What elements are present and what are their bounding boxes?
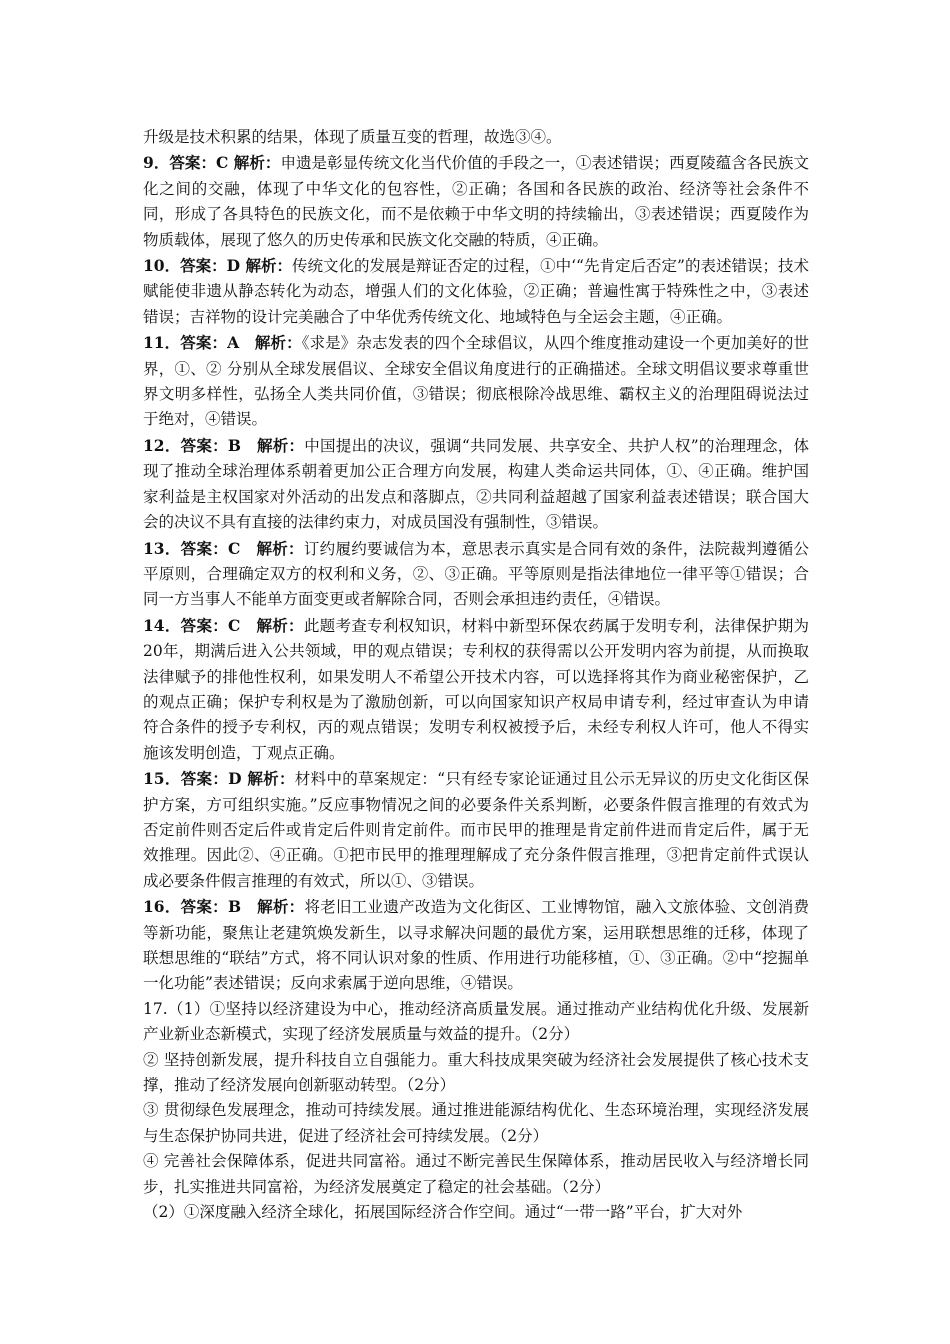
q17-paragraph-4: ④ 完善社会保障体系，促进共同富裕。通过不断完善民生保障体系，推动居民收入与经济增长同步，扎实推进共同富裕，为经济发展奠定了稳定的社会基础。（2分）	[143, 1152, 809, 1196]
answer-text: 将老旧工业遗产改造为文化街区、工业博物馆，融入文旅体验、文创消费等新功能，聚焦让老建筑焕发新生，以寻求解决问题的最优方案，运用联想思维的迁移，体现了联想思维的“联结”方式，将不同认识对象的性质、作用进行功能移植，①、③正确。②中“挖掘单一化功能”表述错误；反向求索属于逆向思维，④错误。	[143, 898, 809, 993]
q17-paragraph-2: ② 坚持创新发展，提升科技自立自强能力。重大科技成果突破为经济社会发展提供了核心技术支撑，推动了经济发展向创新驱动转型。（2分）	[143, 1050, 809, 1095]
answer-label: 11．答案：A 解析：	[143, 333, 302, 353]
answer-text: 《求是》杂志发表的四个全球倡议，从四个维度推动建设一个更加美好的世界，①、② 分别从全球发展倡议、全球安全倡议角度进行的正确描述。全球文明倡议要求尊重世界文明多样性，弘扬全人类共同价值，③错误；彻底根除冷战思维、霸权主义的治理阻碍说法过于绝对，④错误。	[143, 334, 809, 429]
answer-label: 10．答案：D 解析：	[143, 256, 292, 276]
answer-text: 此题考查专利权知识，材料中新型环保农药属于发明专利，法律保护期为20年，期满后进入公共领域，甲的观点错误；专利权的获得需以公开发明内容为前提，从而换取法律赋予的排他性权利，如果发明人不希望公开技术内容，可以选择将其作为商业秘密保护，乙的观点正确；保护专利权是为了激励创新，可以向国家知识产权局申请专利，经过审查认为申请符合条件的授予专利权，丙的观点错误；发明专利权被授予后，未经专利权人许可，他人不得实施该发明创造，丁观点正确。	[143, 616, 809, 762]
answer-label: 13．答案：C 解析：	[143, 538, 304, 558]
answer-text: 申遗是彰显传统文化当代价值的手段之一，①表述错误；西夏陵蕴含各民族文化之间的交融，体现了中华文化的包容性，②正确；各国和各民族的政治、经济等社会条件不同，形成了各具特色的民族文化，而不是依赖于中华文明的持续输出，③表述错误；西夏陵作为物质载体，展现了悠久的历史传承和民族文化交融的特质，④正确。	[143, 154, 809, 249]
answer-item-16	[143, 894, 809, 997]
q17-paragraph-3: ③ 贯彻绿色发展理念，推动可持续发展。通过推进能源结构优化、生态环境治理，实现经济发展与生态保护协同共进，促进了经济社会可持续发展。（2分）	[143, 1101, 809, 1145]
answer-label: 16．答案：B 解析：	[143, 897, 305, 917]
answer-label: 15．答案：D 解析：	[143, 769, 295, 789]
answer-text: 中国提出的决议，强调“共同发展、共享安全、共护人权”的治理理念，体现了推动全球治理体系朝着更加公正合理方向发展，构建人类命运共同体，①、④正确。维护国家利益是主权国家对外活动的出发点和落脚点，②共同利益超越了国家利益表述错误；联合国大会的决议不具有直接的法律约束力，对成员国没有强制性，③错误。	[143, 436, 810, 532]
answer-text: 传统文化的发展是辩证否定的过程，①中‘“先肯定后否定”的表述错误；技术赋能使非遗从静态转化为动态，增强人们的文化体验，②正确；普遍性寓于特殊性之中，③表述错误；吉祥物的设计完美融合了中华优秀传统文化、地域特色与全运会主题，④正确。	[143, 257, 809, 326]
answer-item-13	[143, 536, 809, 613]
answer-label: 12．答案：B 解析：	[143, 435, 305, 455]
q17-paragraph-1: 17.（1）①坚持以经济建设为中心，推动经济高质量发展。通过推动产业结构优化升级、发展新产业新业态新模式，实现了经济发展质量与效益的提升。（2分）	[143, 999, 809, 1044]
q17-paragraph-5: （2）①深度融入经济全球化，拓展国际经济合作空间。通过“一带一路”平台，扩大对外	[143, 1203, 743, 1222]
answer-text: 订约履约要诚信为本，意思表示真实是合同有效的条件，法院裁判遵循公平原则，合理确定双方的权利和义务，②、③正确。平等原则是指法律地位一律平等①错误；合同一方当事人不能单方面变更或者解除合同，否则会承担违约责任，④错误。	[143, 539, 809, 609]
answer-text: 材料中的草案规定：“只有经专家论证通过且公示无异议的历史文化街区保护方案，方可组织实施。”反应事物情况之间的必要条件关系判断，必要条件假言推理的有效式为否定前件则否定后件或肯定后件则肯定前件。而市民甲的推理是肯定前件进而肯定后件，属于无效推理。因此②、④正确。①把市民甲的推理理解成了充分条件假言推理，③把肯定前件式误认成必要条件假言推理的有效式，所以①、③错误。	[143, 770, 809, 890]
answer-item-15	[143, 766, 809, 894]
answer-label: 9．答案：C 解析：	[143, 153, 281, 173]
answer-analysis-text	[143, 125, 809, 1225]
intro-paragraph: 升级是技术积累的结果，体现了质量互变的哲理，故选③④。	[143, 128, 562, 146]
answer-item-12	[143, 433, 809, 536]
answer-item-14	[143, 613, 809, 766]
answer-item-9	[143, 150, 809, 253]
answer-label: 14．答案：C 解析：	[143, 615, 304, 635]
answer-item-10	[143, 253, 809, 330]
answer-item-11	[143, 330, 809, 433]
